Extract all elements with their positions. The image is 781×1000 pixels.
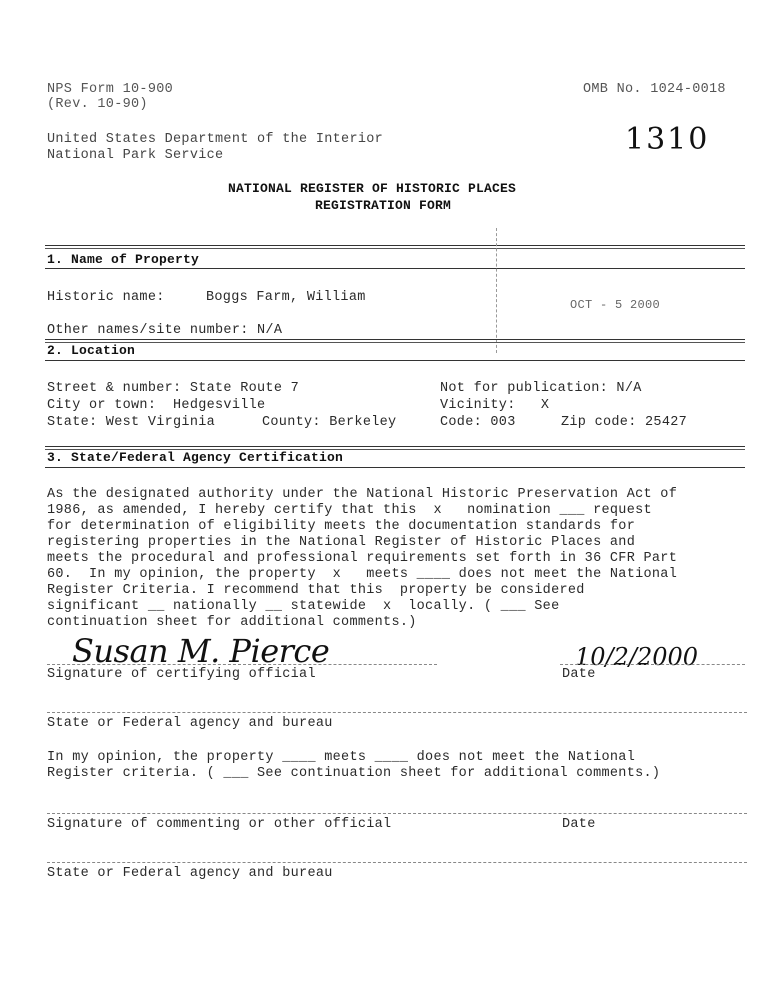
opinion-line-1: In my opinion, the property ____ meets ____ does not meet the National <box>47 750 636 765</box>
form-title: NATIONAL REGISTER OF HISTORIC PLACES <box>228 181 517 196</box>
section3-heading-rule <box>45 467 745 468</box>
section2-heading: 2. Location <box>47 343 136 358</box>
date-label: Date <box>562 667 596 682</box>
stamp-border <box>496 228 497 353</box>
historic-name-value: Boggs Farm, William <box>206 290 366 305</box>
handwritten-number: 1310 <box>625 122 710 157</box>
cert-line-3: for determination of eligibility meets the documentation standards for <box>47 519 636 534</box>
section2-top-rule-2 <box>45 342 745 343</box>
commenting-official-label: Signature of commenting or other official <box>47 817 392 832</box>
cert-line-4: registering properties in the National Register of Historic Places and <box>47 535 636 550</box>
commenting-signature-line <box>47 813 747 814</box>
section3-heading: 3. State/Federal Agency Certification <box>47 450 344 465</box>
cert-line-6: 60. In my opinion, the property x meets ____ does not meet the National <box>47 567 678 582</box>
cert-line-1: As the designated authority under the National Historic Preservation Act of <box>47 487 678 502</box>
section1-top-rule <box>45 245 745 246</box>
agency-line-2 <box>47 862 747 863</box>
county-field: County: Berkeley <box>262 415 397 430</box>
agency-line <box>47 712 747 713</box>
agency-bureau-label-2: State or Federal agency and bureau <box>47 866 333 881</box>
cert-line-8: significant __ nationally __ statewide x locally. ( ___ See <box>47 599 560 614</box>
city-town: City or town: Hedgesville <box>47 398 266 413</box>
not-for-publication: Not for publication: N/A <box>440 381 642 396</box>
section2-top-rule <box>45 339 745 340</box>
historic-name-label: Historic name: <box>47 290 165 305</box>
opinion-line-2: Register criteria. ( ___ See continuation sheet for additional comments.) <box>47 766 661 781</box>
agency-bureau-label: State or Federal agency and bureau <box>47 716 333 731</box>
vicinity-field: Vicinity: X <box>440 398 550 413</box>
received-stamp-date: OCT - 5 2000 <box>570 298 661 312</box>
section2-heading-rule <box>45 360 745 361</box>
certifying-signature: Susan M. Pierce <box>72 632 330 670</box>
signature-label: Signature of certifying official <box>47 667 316 682</box>
section1-top-rule-2 <box>45 248 745 249</box>
form-subtitle: REGISTRATION FORM <box>315 198 452 213</box>
handwritten-date: 10/2/2000 <box>575 643 699 671</box>
department-name: United States Department of the Interior <box>47 132 384 147</box>
state-field: State: West Virginia <box>47 415 216 430</box>
cert-line-9: continuation sheet for additional comments.) <box>47 615 417 630</box>
service-name: National Park Service <box>47 148 224 163</box>
cert-line-5: meets the procedural and professional requirements set forth in 36 CFR Part <box>47 551 678 566</box>
omb-number: OMB No. 1024-0018 <box>583 82 726 97</box>
date-line <box>560 664 745 665</box>
form-id: NPS Form 10-900 <box>47 82 174 97</box>
section1-heading: 1. Name of Property <box>47 252 200 267</box>
street-number: Street & number: State Route 7 <box>47 381 300 396</box>
form-revision: (Rev. 10-90) <box>47 97 148 112</box>
commenting-date-label: Date <box>562 817 596 832</box>
cert-line-2: 1986, as amended, I hereby certify that this x nomination ___ request <box>47 503 652 518</box>
signature-line <box>47 664 437 665</box>
section3-top-rule <box>45 446 745 447</box>
code-field: Code: 003 <box>440 415 516 430</box>
zip-code: Zip code: 25427 <box>561 415 688 430</box>
section1-heading-rule <box>45 268 745 269</box>
other-names: Other names/site number: N/A <box>47 323 283 338</box>
cert-line-7: Register Criteria. I recommend that this property be considered <box>47 583 585 598</box>
